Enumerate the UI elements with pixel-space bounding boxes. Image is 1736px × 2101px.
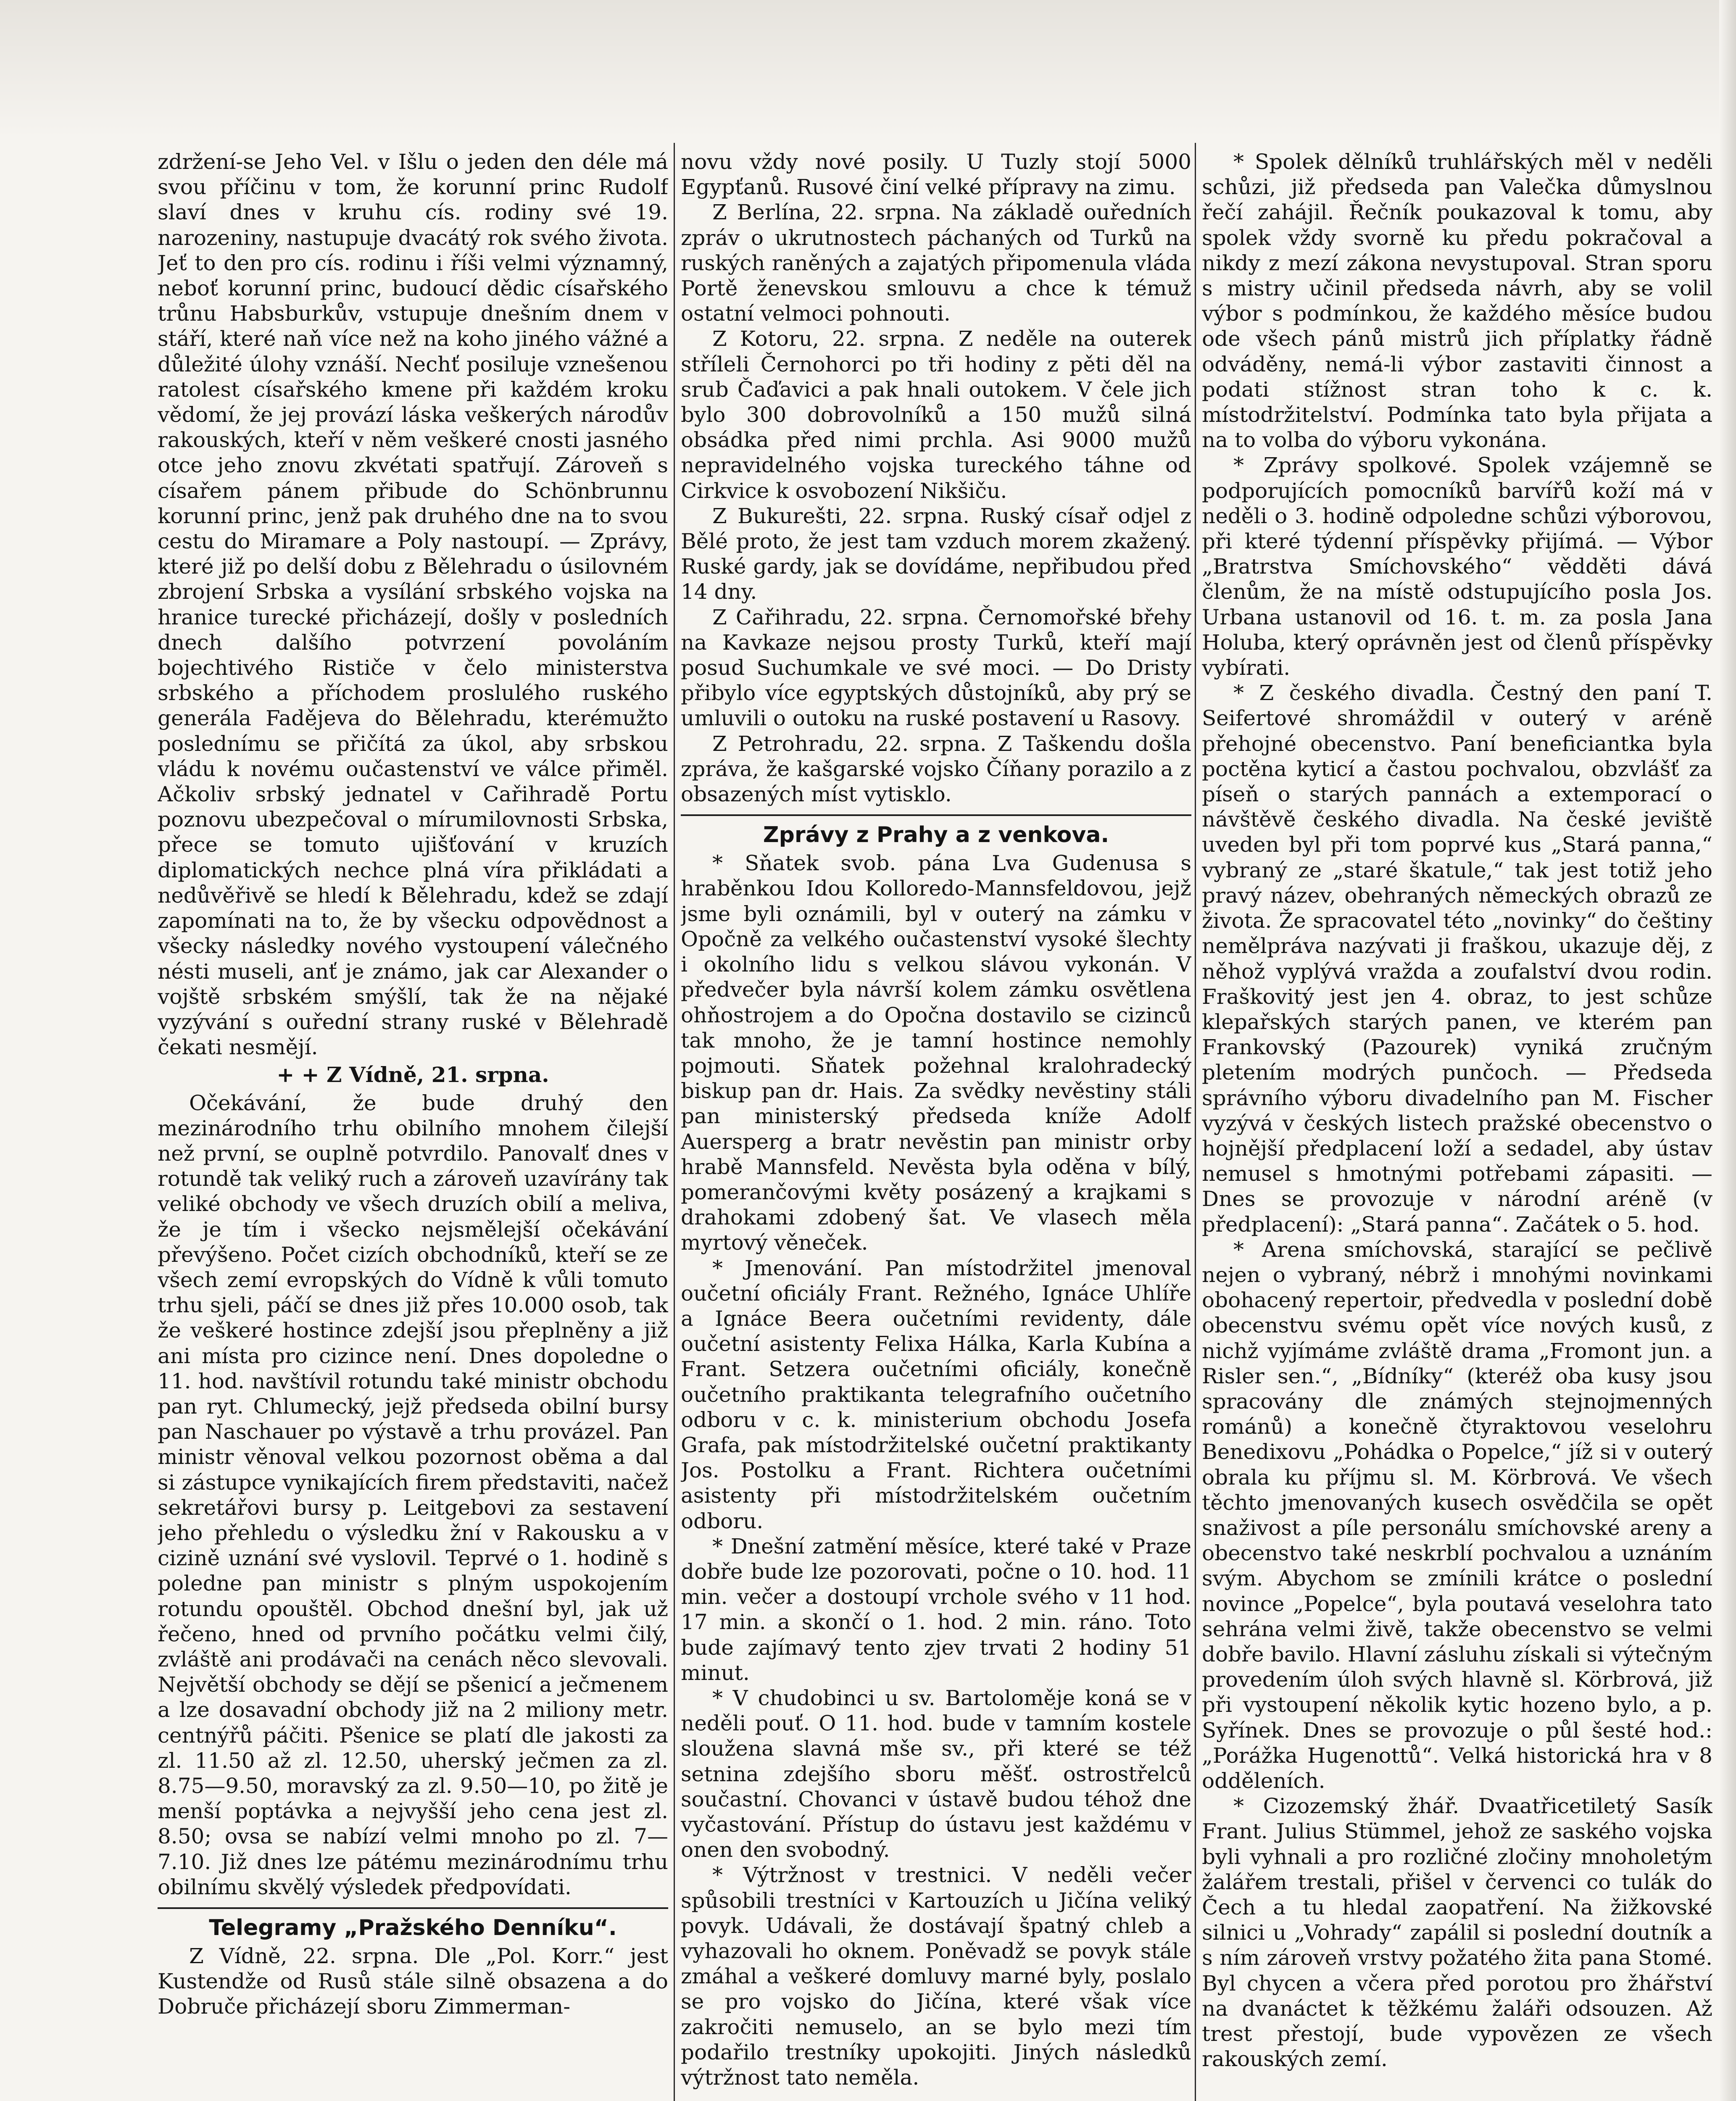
- article-text: Očekávání, že bude druhý den mezinárodního trhu obilního mnohem čilejší než první, se ouplně potvrdilo. Panovalť dnes v rotundě tak veliký ruch a zároveň uzavírány tak veliké obchody ve všech druzích obilí a meliva, že je tím i všecko nejsmělejší očekávání převýšeno. Počet cizích obchodníků, kteří se ze všech zemí evropských do Vídně k vůli tomuto trhu sjeli, páčí se dnes již přes 10.000 osob, tak že veškeré hostince zdejší jsou přeplněny a již ani místa pro cizince není. Dnes dopoledne o 11. hod. navštívil rotundu také ministr obchodu pan ryt. Chlumecký, jejž předseda obilní bursy pan Naschauer po výstavě a trhu provázel. Pan ministr věnoval velkou pozornost oběma a dal si zástupce vynikajících firem představiti, načež sekretářovi bursy p. Leitgebovi za sestavení jeho přehledu o výsledku žní v Rakousku a v cizině uznání své vyslovil. Teprvé o 1. hodině s poledne pan ministr s plným uspokojením rotundu opouštěl. Obchod dnešní byl, jak už řečeno, hned od prvního počátku velmi čilý, zvláště ani prodávači na cenách něco slevovali. Největší obchody se dějí se pšenicí a ječmenem a lze dosavadní obchody již na 2 miliony metr. centnýřů páčiti. Pšenice se platí dle jakosti za zl. 11.50 až zl. 12.50, uherský ječmen za zl. 8.75—9.50, moravský za zl. 9.50—10, po žitě je menší poptávka a nejvyšší jeho cena jest zl. 8.50; ovsa se nabízí velmi mnoho po zl. 7—7.10. Již dnes lze pátému mezinárodnímu trhu obilnímu skvělý výsledek předpovídati.: [158, 1090, 668, 1899]
- column-divider-1: [674, 143, 675, 2101]
- telegram-kotor: Z Kotoru, 22. srpna. Z neděle na outerek stříleli Černohorci po tři hodiny z pěti děl na srub Čaďavici a pak hnali outokem. V čele jich bylo 300 dobrovolníků a 150 mužů silná obsádka před nimi prchla. Asi 9000 mužů nepravidelného vojska tureckého táhne od Cirkvice k osvobození Nikšiču.: [681, 326, 1191, 503]
- section-heading-telegrams: Telegramy „Pražského Denníku“.: [209, 1915, 617, 1941]
- column-1: [158, 149, 668, 2101]
- telegram-text: Z Vídně, 22. srpna. Dle „Pol. Korr.“ jest Kustendže od Rusů stále silně obsazena a do Dobruče přicházejí sboru Zimmerman-: [158, 1944, 668, 2019]
- news-prison: * Výtržnost v trestnici. V neděli večer spůsobili trestníci v Kartouzích u Jičína veliký povyk. Udávali, že dostávají špatný chleb a vyhazovali ho oknem. Poněvadž se povyk stále zmáhal a veškeré domluvy marné byly, poslalo se pro vojsko do Jičína, které však více zakročiti nemuselo, an se bylo mezi tím podařilo trestníky upokojiti. Jiných následků výtržnost tato neměla.: [681, 1863, 1191, 2090]
- page-top-shadow: [0, 0, 1736, 139]
- news-arsonist: * Cizozemský žhář. Dvaatřicetiletý Sasík Frant. Julius Stümmel, jehož ze saského vojska byli vyhnali a pro rozličné zločiny mnoholetým žalářem trestali, přišel v červenci co tulák do Čech a tu hledal zaopatření. Na žižkovské silnici u „Vohrady“ zapálil si poslední doutník a s ním zároveň vrstvy požatého žita pana Stomé. Byl chycen a včera před porotou pro žhářství na dvanáctet k těžkému žaláři odsouzen. Až trest přestojí, bude vypovězen ze všech rakouských zemí.: [1202, 1794, 1712, 2072]
- news-czech-theatre: * Z českého divadla. Čestný den paní T. Seifertové shromáždil v outerý v aréně přehojné obecenstvo. Paní beneficiantka byla poctěna kyticí a častou pochvalou, obzvlášť za píseň o starých pannách a extemporací o návštěvě českého divadla. Na české jeviště uveden byl při tom poprvé kus „Stará panna,“ vybraný ze „staré škatule,“ tak jest totiž jeho pravý název, obehraných německých obrazů ze života. Že spracovatel této „novinky“ do češtiny nemělpráva nazývati ji fraškou, ukazuje děj, z něhož vyplývá vražda a zoufalství dvou rodin. Fraškovitý jest jen 4. obraz, to jest schůze klepařských starých panen, ve kterém pan Frankovský (Pazourek) vyniká zručným pletením modrých punčoch. — Předseda správního výboru divadelního pan M. Fischer vyzývá v českých listech pražské obecenstvo o hojnější předplacení loží a sedadel, aby ústav nemusel s hmotnými potřebami zápasiti. — Dnes se provozuje v národní aréně (v předplacení): „Stará panna“. Začátek o 5. hod.: [1202, 681, 1712, 1237]
- telegram-constantinople: Z Cařihradu, 22. srpna. Černomořské břehy na Kavkaze nejsou prosty Turků, kteří mají posud Suchumkale ve své moci. — Do Dristy přibylo více egyptských důstojníků, aby prý se umluvili o outoku na ruské postavení u Rasovy.: [681, 605, 1191, 731]
- telegram-petersburg: Z Petrohradu, 22. srpna. Z Taškendu došla zpráva, že kašgarské vojsko Číňany porazilo a z obsazených míst vytisklo.: [681, 731, 1191, 807]
- news-eclipse: * Dnešní zatmění měsíce, které také v Praze dobře bude lze pozorovati, počne o 10. hod. 11 min. večer a dostoupí vrchole svého v 11 hod. 17 min. a skončí o 1. hod. 2 min. ráno. Toto bude zajímavý tento zjev trvati 2 hodiny 51 minut.: [681, 1534, 1191, 1685]
- section-rule: [681, 814, 1191, 816]
- section-rule: [158, 1907, 668, 1909]
- page-edge-shadow: [1719, 0, 1736, 2101]
- article-text: zdržení-se Jeho Vel. v Išlu o jeden den déle má svou příčinu v tom, že korunní princ Rudolf slaví dnes v kruhu cís. rodiny své 19. narozeniny, nastupuje dvacátý rok svého života. Jeť to den pro cís. rodinu i říši velmi významný, neboť korunní princ, budoucí dědic císařského trůnu Habsburkův, vstupuje dnešním dnem v stáří, které naň více než na koho jiného vážné a důležité úlohy vznáší. Nechť posiluje vznešenou ratolest císařského kmene při každém kroku vědomí, že jej provází láska veškerých národův rakouských, kteří v něm veškeré cnosti jasného otce jeho znovu zkvétati spatřují. Zároveň s císařem pánem přibude do Schönbrunnu korunní princ, jenž pak druhého dne na to svou cestu do Miramare a Poly nastoupí. — Zprávy, které již po delší dobu z Bělehradu o úsilovném zbrojení Srbska a vysílání srbského vojska na hranice turecké přicházejí, došly v posledních dnech dalšího potvrzení povoláním bojechtivého Rističe v čelo ministerstva srbského a příchodem proslulého ruského generála Fadějeva do Bělehradu, kterémužto poslednímu se přičítá za úkol, aby srbskou vládu k novému oučastenství ve válce přiměl. Ačkoliv srbský jednatel v Cařihradě Portu poznovu ubezpečoval o mírumilovnosti Srbska, přece se tomuto ujišťování v kruzích diplomatických nechce plná víra přikládati a nedůvěřivě se hledí k Bělehradu, kdež se zdají zapomínati na to, že by všecku odpovědnost a všecky následky nového vystoupení válečného nésti museli, anť je známo, jak car Alexander o vojště srbském smýšlí, tak že na nějaké vyzývání s ouřední strany ruské v Bělehradě čekati nesmějí.: [158, 150, 668, 1060]
- section-heading-prague: Zprávy z Prahy a z venkova.: [763, 822, 1109, 848]
- column-2: [681, 149, 1191, 2101]
- telegram-bucharest: Z Bukurešti, 22. srpna. Ruský císař odjel z Bělé proto, že jest tam vzduch morem zkažený. Ruské gardy, jak se dovídáme, nepřibudou před 14 dny.: [681, 503, 1191, 604]
- column-divider-2: [1195, 143, 1196, 2101]
- telegram-text: novu vždy nové posily. U Tuzly stojí 5000 Egypťanů. Rusové činí velké přípravy na zimu.: [681, 150, 1191, 200]
- news-smichov-arena: * Arena smíchovská, starající se pečlivě nejen o vybraný, nébrž i mnohými novinkami obohacený repertoir, předvedla v poslední době obecenstvu svému opět více nových kusů, z nichž vyjímáme zvláště drama „Fromont jun. a Risler sen.“, „Bídníky“ (kteréž oba kusy jsou spracovány dle známých stejnojmenných románů) a konečně čtyraktovou veselohru Benedixovu „Pohádka o Popelce,“ jíž si v outerý obrala ku příjmu sl. M. Körbrová. Ve všech těchto jmenovaných kusech osvědčila se opět snaživost a píle personálu smíchovské areny a obecenstvo také neskrblí pochvalou a uznáním svým. Abychom se zmínili krátce o poslední novince „Popelce“, byla poutavá veselohra tato sehrána velmi živě, takže obecenstvo se velmi dobře bavilo. Hlavní zásluhu získali si výtečným provedením úloh svých hlavně sl. Körbrová, již při vystoupení několik kytic hozeno bylo, a p. Syřínek. Dnes se provozuje o půl šesté hod.: „Porážka Hugenottů“. Velká historická hra v 8 odděleních.: [1202, 1237, 1712, 1793]
- news-appointments: * Jmenování. Pan místodržitel jmenoval oučetní oficiály Frant. Režného, Ignáce Uhlíře a Ignáce Beera oučetními revidenty, dále oučetní asistenty Felixa Hálka, Karla Kubína a Frant. Setzera oučetními oficiály, konečně oučetního praktikanta telegrafního oučetního odboru v c. k. ministerium obchodu Josefa Grafa, pak místodržitelské oučetní praktikanty Jos. Postolku a Frant. Richtera oučetními asistenty při místodržitelském oučetním odboru.: [681, 1256, 1191, 1533]
- telegram-berlin: Z Berlína, 22. srpna. Na základě ouředních zpráv o ukrutnostech páchaných od Turků na ruských raněných a zajatých připomenula vláda Portě ženevskou smlouvu a chce k témuž ostatní velmoci pohnouti.: [681, 200, 1191, 326]
- column-3: [1202, 149, 1712, 2101]
- news-almshouse: * V chudobinci u sv. Bartoloměje koná se v neděli pouť. O 11. hod. bude v tamním kostele sloužena slavná mše sv., při které se též setnina zdejšího sboru měšť. ostrostřelců součastní. Chovanci v ústavě budou téhož dne vyčastování. Přístup do ústavu jest každému v onen den svobodný.: [681, 1685, 1191, 1862]
- news-joiners: * Spolek dělníků truhlářských měl v neděli schůzi, již předseda pan Valečka důmyslnou řečí zahájil. Řečník poukazoval k tomu, aby spolek vždy svorně ku předu pokračoval a nikdy z mezí zákona nevystupoval. Stran sporu s mistry učinil předseda návrh, aby se volil výbor s podmínkou, že každého měsíce budou ode všech pánů mistrů jich příplatky řádně odváděny, nemá-li výbor zastaviti činnost a podati stížnost stran toho k c. k. místodržitelství. Podmínka tato byla přijata a na to volba do výboru vykonána.: [1202, 150, 1712, 453]
- news-societies: * Zprávy spolkové. Spolek vzájemně se podporujících pomocníků barvířů koží má v neděli o 3. hodině odpoledne schůzi výborovou, při které týdenní příspěvky přijímá. — Výbor „Bratrstva Smíchovského“ vědděti dává členům, že na místě odstupujícího posla Jos. Urbana ustanovil od 16. t. m. za posla Jana Holuba, který oprávněn jest od členů příspěvky vybírati.: [1202, 453, 1712, 680]
- dateline-vienna: + + Z Vídně, 21. srpna.: [277, 1062, 549, 1087]
- news-wedding: * Sňatek svob. pána Lva Gudenusa s hraběnkou Idou Kolloredo-Mannsfeldovou, jejž jsme byli oznámili, byl v outerý na zámku v Opočně za velkého oučastenství vysoké šlechty i okolního lidu s velkou slávou vykonán. V předvečer byla návrší kolem zámku osvětlena ohňostrojem a do Opočna dostavilo se cizinců tak mnoho, že je tamní hostince nemohly pojmouti. Sňatek požehnal kralohradecký biskup pan dr. Hais. Za svědky nevěstiny stáli pan ministerský předseda kníže Adolf Auersperg a bratr nevěstin pan ministr orby hrabě Mannsfeld. Nevěsta byla oděna v bílý, pomerančovými květy posázený a krajkami s drahokami zdobený šat. Ve vlasech měla myrtový věneček.: [681, 851, 1191, 1255]
